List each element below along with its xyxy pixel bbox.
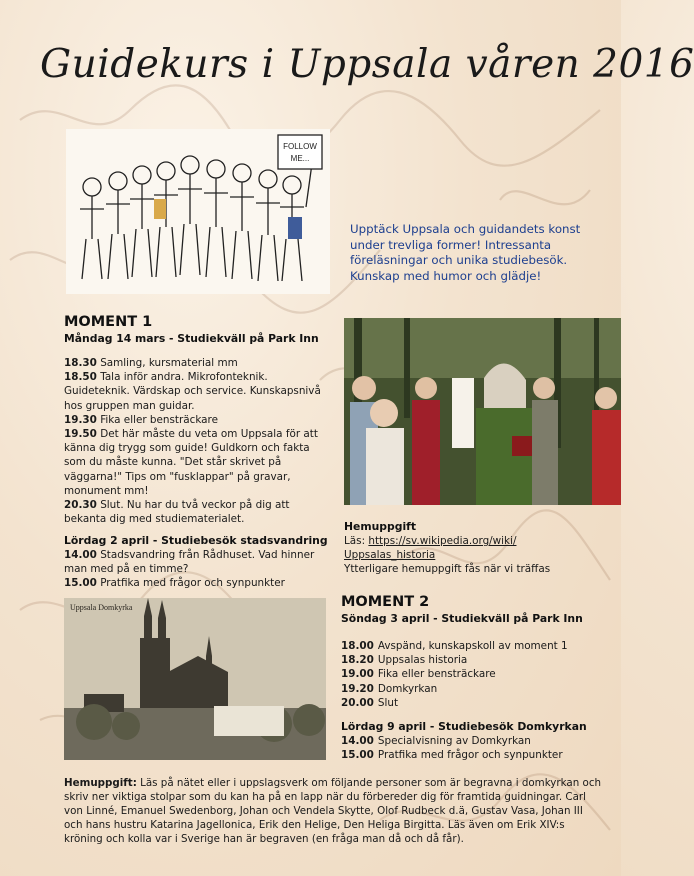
walk-schedule	[64, 548, 326, 591]
cathedral-postcard	[64, 598, 326, 760]
homework1-heading: Hemuppgift	[344, 520, 417, 533]
moment2-schedule	[341, 639, 611, 710]
wikipedia-link-2[interactable]: Uppsalas_historia	[344, 549, 436, 562]
final-homework	[64, 777, 604, 847]
final-homework-label: Hemuppgift:	[64, 777, 137, 789]
schedule-item: 19.20 Domkyrkan	[341, 682, 438, 695]
schedule-item: 15.00 Pratfika med frågor och synpunkter	[341, 749, 563, 762]
schedule-item: 14.00 Specialvisning av Domkyrkan	[341, 735, 531, 747]
read-label: Läs:	[344, 535, 366, 547]
schedule-item: 14.00 Stadsvandring från Rådhuset. Vad hinner man med på en timme?	[64, 549, 315, 576]
intro-text: Upptäck Uppsala och guidandets konst under trevliga former! Intressanta föreläsningar och unika studiebesök. Kunskap med humor och glädje!	[350, 222, 581, 283]
schedule-item: 15.00 Pratfika med frågor och synpunkter	[64, 577, 285, 590]
schedule-item: 18.20 Uppsalas historia	[341, 654, 468, 667]
cathedral-schedule	[341, 734, 611, 762]
schedule-item: 18.50 Tala inför andra. Mikrofonteknik. Guideteknik. Värdskap och service. Kunskapsnivå hos gruppen man guidar.	[64, 371, 321, 412]
moment1-heading: MOMENT 1	[64, 314, 153, 330]
final-homework-text: Läs på nätet eller i uppslagsverk om följande personer som är begravna i domkyrkan och skriv ner viktiga stolpar som du kan ha på en lapp när du förbereder dig för framtida guidningar. Carl von Linné, Emanuel Swedenborg, Johan och Vendela Skytte, Olof Rudbeck d.ä, Gustav Vasa, Johan III och hans hustru Katarina Jagellonica, Erik den Helige, Den Heliga Birgitta. Läs även om Erik XIV:s kröning och kolla var i Sverige han är begraven (en fråga man då och då får).	[64, 777, 602, 845]
moment2-subheading: Söndag 3 april - Studiekväll på Park Inn	[341, 612, 583, 625]
schedule-item: 18.30 Samling, kursmaterial mm	[64, 357, 238, 369]
schedule-item: 20.30 Slut. Nu har du två veckor på dig att bekanta dig med studiematerialet.	[64, 499, 290, 526]
schedule-item: 19.00 Fika eller bensträckare	[341, 668, 496, 681]
moment2-heading: MOMENT 2	[341, 594, 430, 610]
guide-photo	[344, 318, 621, 505]
schedule-item: 19.30 Fika eller bensträckare	[64, 413, 218, 426]
follow-me-sign: FOLLOW	[283, 142, 317, 151]
schedule-item: 20.00 Slut	[341, 696, 399, 709]
moment1-schedule	[64, 356, 326, 526]
schedule-item: 19.50 Det här måste du veta om Uppsala för att känna dig trygg som guide! Guldkorn och fakta som du måste kunna. "Det står skrivet på väggarna!" Tips om "fusklappar" på gravar, monument mm!	[64, 428, 318, 497]
wikipedia-link[interactable]: https://sv.wikipedia.org/wiki/	[368, 535, 517, 547]
postcard-caption: Uppsala Domkyrka	[70, 603, 133, 612]
homework1-more: Ytterligare hemuppgift fås när vi träffas	[344, 563, 551, 576]
page-title: Guidekurs i Uppsala våren 2016	[40, 42, 694, 87]
moment1-subheading: Måndag 14 mars - Studiekväll på Park Inn	[64, 332, 319, 345]
cartoon-crowd-illustration	[66, 129, 330, 294]
cathedral-heading: Lördag 9 april - Studiebesök Domkyrkan	[341, 720, 587, 733]
follow-me-sign-2: ME...	[290, 154, 310, 163]
homework1-body	[344, 534, 614, 577]
schedule-item: 18.00 Avspänd, kunskapskoll av moment 1	[341, 640, 568, 652]
walk-heading: Lördag 2 april - Studiebesök stadsvandring	[64, 534, 328, 547]
